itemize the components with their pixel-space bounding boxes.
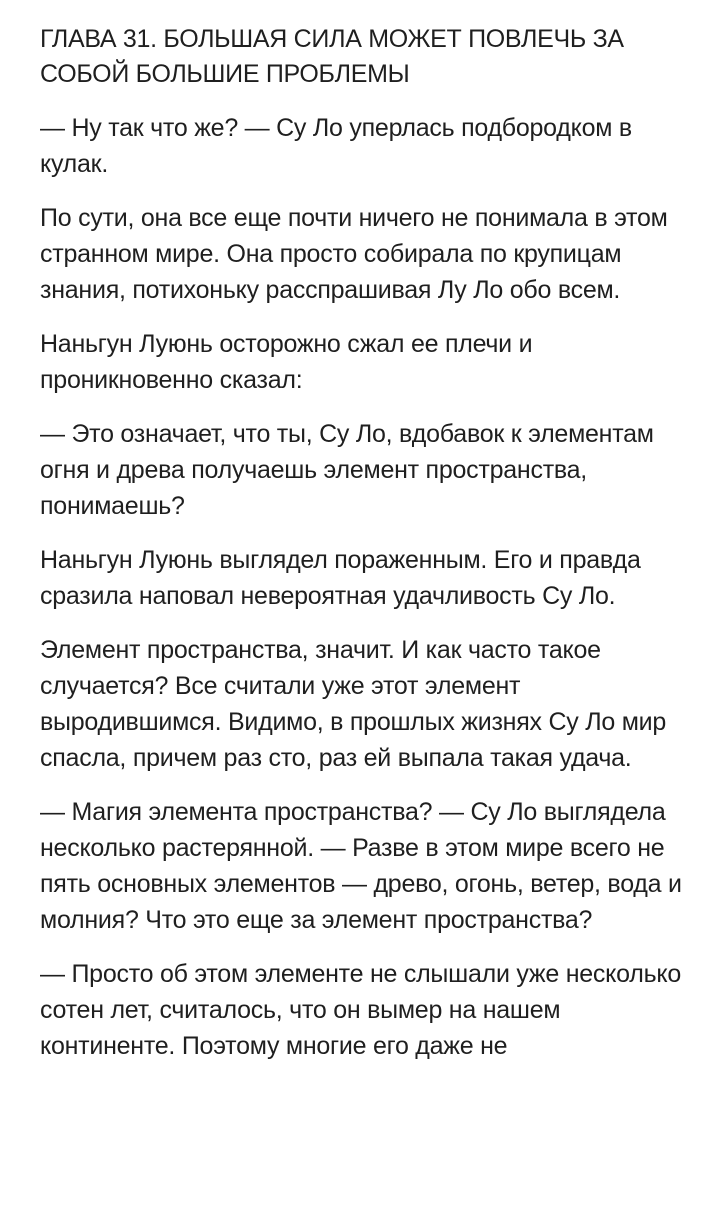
paragraph: Элемент пространства, значит. И как часто такое случается? Все считали уже этот элемент выродившимся. Видимо, в прошлых жизнях Су Ло мир спасла, причем раз сто, раз ей выпала такая удача. (40, 636, 667, 772)
paragraph: Наньгун Луюнь выглядел пораженным. Его и правда сразила наповал невероятная удачливость Су Ло. (40, 546, 641, 610)
chapter-title: ГЛАВА 31. БОЛЬШАЯ СИЛА МОЖЕТ ПОВЛЕЧЬ ЗА СОБОЙ БОЛЬШИЕ ПРОБЛЕМЫ (40, 25, 624, 88)
paragraph: — Это означает, что ты, Су Ло, вдобавок к элементам огня и древа получаешь элемент пространства, понимаешь? (40, 420, 654, 520)
paragraph: Наньгун Луюнь осторожно сжал ее плечи и проникновенно сказал: (40, 330, 533, 394)
paragraph: — Магия элемента пространства? — Су Ло выглядела несколько растерянной. — Разве в этом мире всего не пять основных элементов — древо, огонь, ветер, вода и молния? Что это еще за элемент пространства? (40, 798, 682, 934)
paragraph: По сути, она все еще почти ничего не понимала в этом странном мире. Она просто собирала по крупицам знания, потихоньку расспрашивая Лу Ло обо всем. (40, 204, 668, 304)
paragraph: — Просто об этом элементе не слышали уже несколько сотен лет, считалось, что он вымер на нашем континенте. Поэтому многие его даже не (40, 960, 681, 1060)
paragraph: — Ну так что же? — Су Ло уперлась подбородком в кулак. (40, 114, 632, 178)
reader-page (40, 22, 685, 1082)
